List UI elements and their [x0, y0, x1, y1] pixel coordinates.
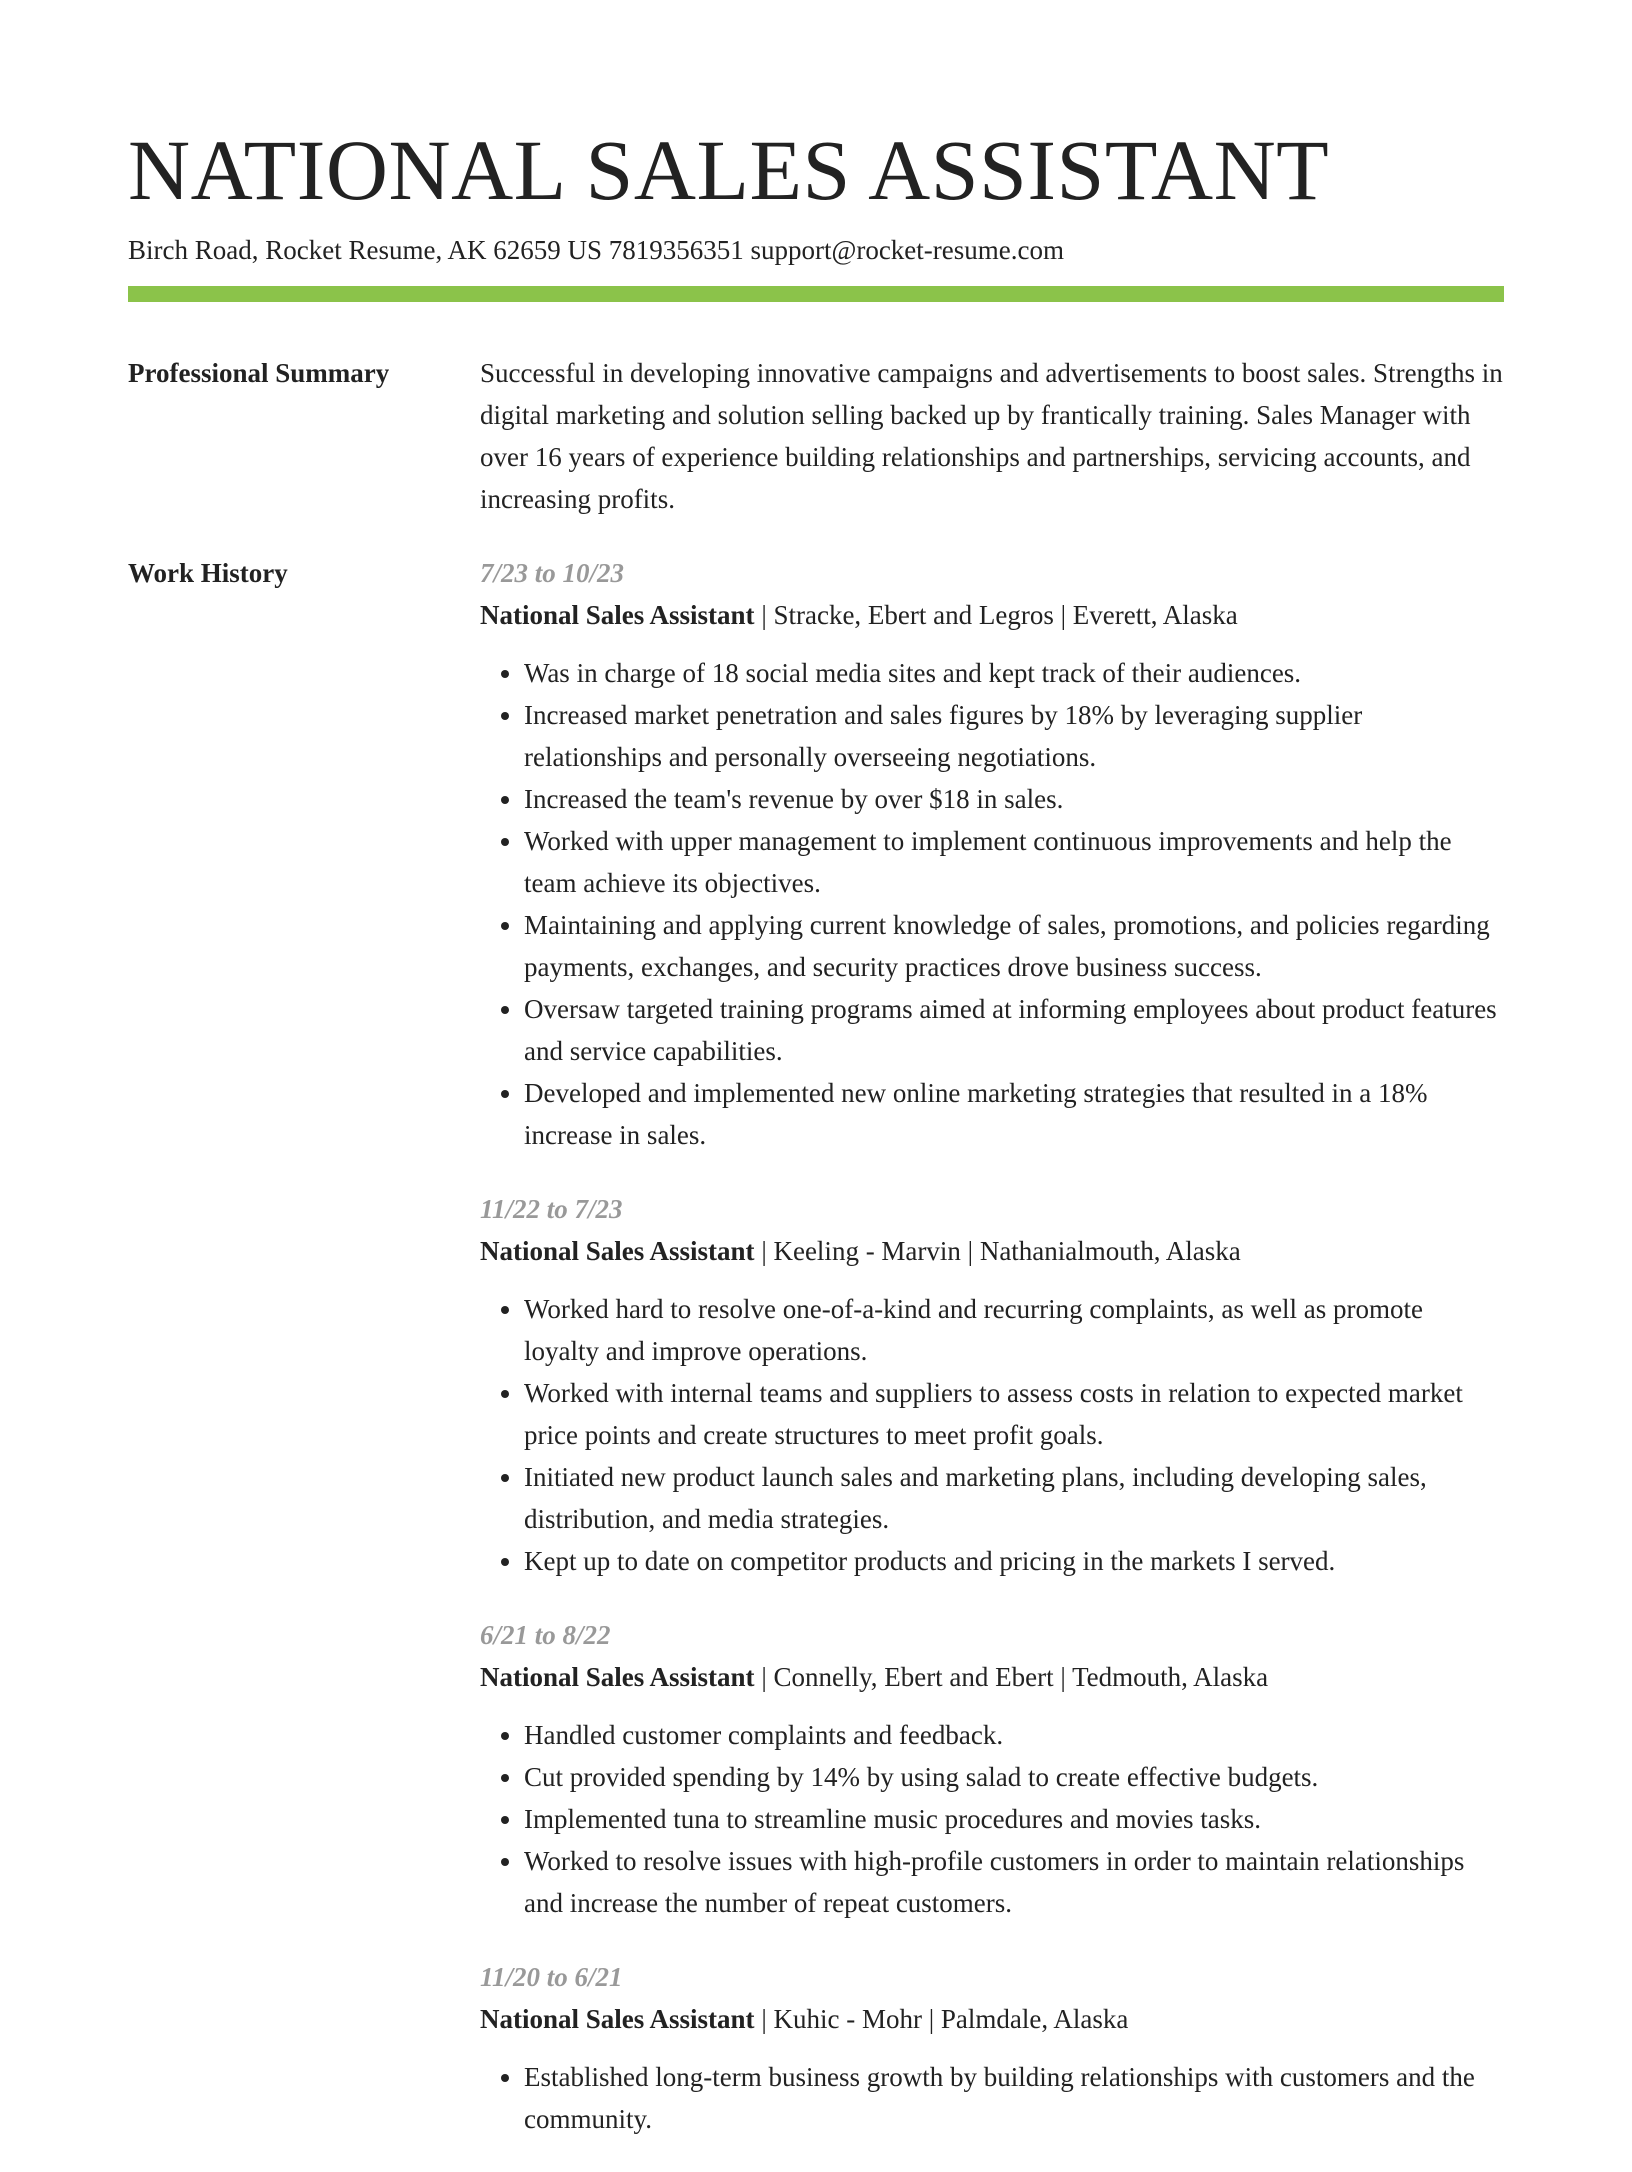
bullet-item: • Worked with internal teams and suppliers to assess costs in relation to expected market price points and create structures to meet profit goals.: [524, 1372, 1504, 1456]
job-location: Nathanialmouth, Alaska: [979, 1236, 1241, 1266]
bullet-item: • Increased market penetration and sales figures by 18% by leveraging supplier relationships and personally overseeing negotiations.: [524, 694, 1504, 778]
job-entry: [480, 1614, 1504, 1924]
resume-page: [128, 0, 1504, 2172]
job-company: Keeling - Marvin: [773, 1236, 961, 1266]
job-title: National Sales Assistant: [480, 2004, 755, 2034]
job-bullets: [480, 2056, 1504, 2140]
job-entry: [480, 1956, 1504, 2140]
separator: |: [754, 1236, 774, 1266]
separator: |: [921, 2004, 941, 2034]
job-bullets: [480, 652, 1504, 1156]
separator: |: [960, 1236, 980, 1266]
contact-line: Birch Road, Rocket Resume, AK 62659 US 7819356351 support@rocket-resume.com: [128, 235, 1064, 265]
separator: |: [754, 2004, 774, 2034]
summary-text: Successful in developing innovative campaigns and advertisements to boost sales. Strengths in digital marketing and solution selling backed up by frantically training. Sales Manager with over 16 years of experience building relationships and partnerships, servicing accounts, and increasing profits.: [480, 358, 1503, 514]
job-company: Stracke, Ebert and Legros: [773, 600, 1054, 630]
bullet-item: • Worked hard to resolve one-of-a-kind and recurring complaints, as well as promote loyalty and improve operations.: [524, 1288, 1504, 1372]
professional-summary-section: [128, 352, 1504, 520]
section-label: Work History: [128, 558, 288, 588]
resume-name: NATIONAL SALES ASSISTANT: [128, 122, 1330, 218]
job-location: Palmdale, Alaska: [940, 2004, 1129, 2034]
bullet-item: • Was in charge of 18 social media sites and kept track of their audiences.: [524, 652, 1504, 694]
job-title: National Sales Assistant: [480, 1662, 755, 1692]
work-history-section: [128, 552, 1504, 2172]
job-entry: [480, 1188, 1504, 1582]
bullet-item: • Maintaining and applying current knowledge of sales, promotions, and policies regarding payments, exchanges, and security practices drove business success.: [524, 904, 1504, 988]
separator: |: [1053, 1662, 1073, 1692]
bullet-item: • Worked with upper management to implement continuous improvements and help the team achieve its objectives.: [524, 820, 1504, 904]
job-entry: [480, 552, 1504, 1156]
job-list: [480, 552, 1504, 2172]
job-company: Connelly, Ebert and Ebert: [773, 1662, 1054, 1692]
job-company: Kuhic - Mohr: [773, 2004, 922, 2034]
job-location: Tedmouth, Alaska: [1072, 1662, 1269, 1692]
bullet-item: • Initiated new product launch sales and marketing plans, including developing sales, distribution, and media strategies.: [524, 1456, 1504, 1540]
bullet-item: • Cut provided spending by 14% by using salad to create effective budgets.: [524, 1756, 1504, 1798]
job-title-line: [480, 594, 1504, 636]
bullet-item: • Increased the team's revenue by over $18 in sales.: [524, 778, 1504, 820]
separator: |: [754, 1662, 774, 1692]
bullet-item: • Developed and implemented new online marketing strategies that resulted in a 18% increase in sales.: [524, 1072, 1504, 1156]
header-divider: [128, 286, 1504, 302]
section-body: [480, 352, 1504, 520]
bullet-item: • Worked to resolve issues with high-profile customers in order to maintain relationships and increase the number of repeat customers.: [524, 1840, 1504, 1924]
job-title-line: [480, 1656, 1504, 1698]
separator: |: [754, 600, 774, 630]
job-dates: 6/21 to 8/22: [480, 1620, 611, 1650]
bullet-item: • Established long-term business growth by building relationships with customers and the community.: [524, 2056, 1504, 2140]
job-dates: 11/20 to 6/21: [480, 1962, 623, 1992]
separator: |: [1053, 600, 1073, 630]
job-dates: 11/22 to 7/23: [480, 1194, 623, 1224]
job-title-line: [480, 1230, 1504, 1272]
bullet-item: • Oversaw targeted training programs aimed at informing employees about product features and service capabilities.: [524, 988, 1504, 1072]
bullet-item: • Implemented tuna to streamline music procedures and movies tasks.: [524, 1798, 1504, 1840]
section-label: Professional Summary: [128, 358, 390, 388]
job-title-line: [480, 1998, 1504, 2040]
job-title: National Sales Assistant: [480, 600, 755, 630]
job-title: National Sales Assistant: [480, 1236, 755, 1266]
bullet-item: • Handled customer complaints and feedback.: [524, 1714, 1504, 1756]
bullet-item: • Kept up to date on competitor products and pricing in the markets I served.: [524, 1540, 1504, 1582]
job-location: Everett, Alaska: [1072, 600, 1238, 630]
job-dates: 7/23 to 10/23: [480, 558, 625, 588]
job-bullets: [480, 1288, 1504, 1582]
job-bullets: [480, 1714, 1504, 1924]
